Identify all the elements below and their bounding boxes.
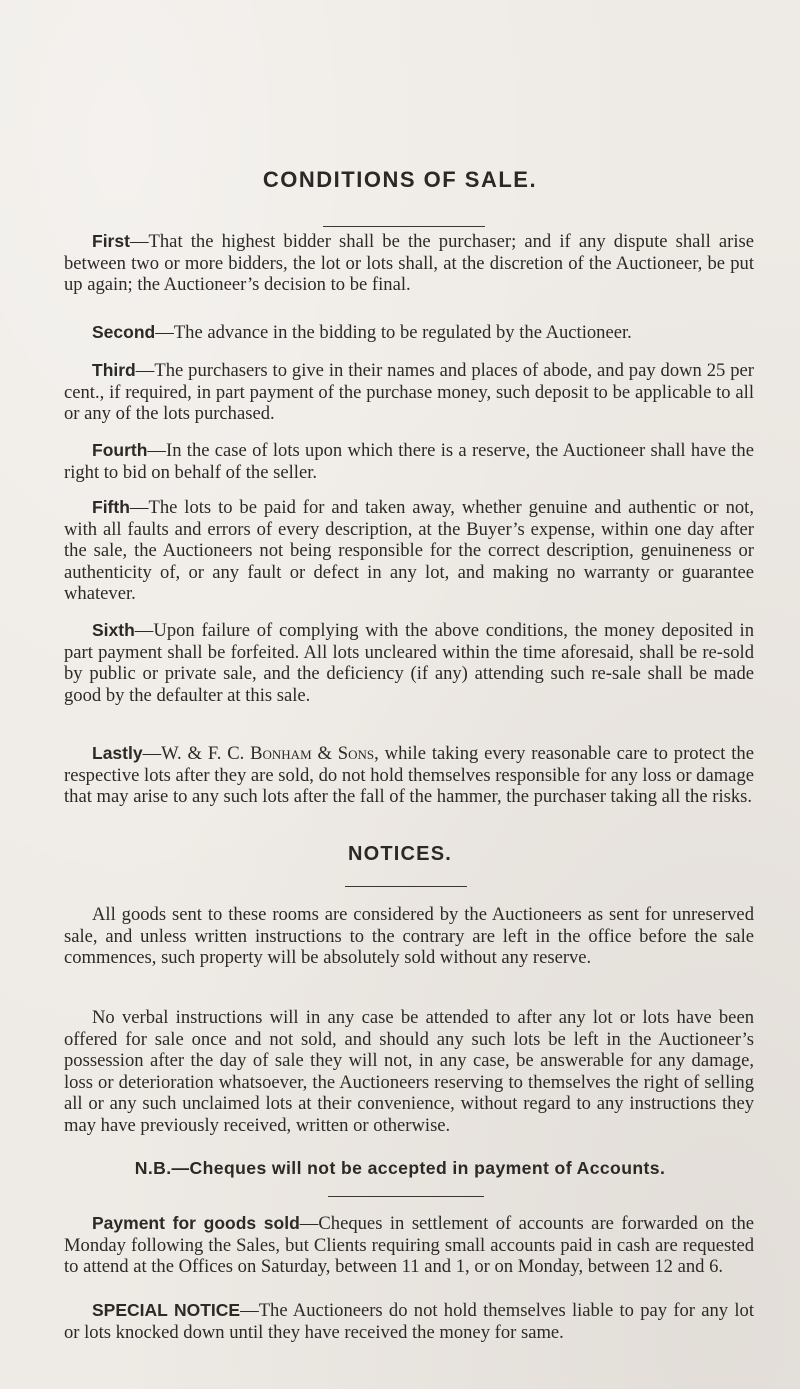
condition-lead: Second bbox=[92, 322, 156, 342]
condition-lastly bbox=[64, 743, 754, 808]
notice-text: All goods sent to these rooms are considered by the Auctioneers as sent for unreserved sale, and unless written instructions to the contrary are left in the office before the sale commences, such property will be absolutely sold without any reserve. bbox=[64, 904, 754, 968]
condition-text: —The lots to be paid for and taken away, whether genuine and authentic or not, with all faults and errors of every description, at the Buyer’s expense, within one day after the sale, the Auctioneers not being responsible for the correct description, genuineness or authenticity of, or any fault or defect in any lot, and making no warranty or guarantee whatever. bbox=[64, 497, 754, 604]
notices-heading: NOTICES. bbox=[347, 843, 453, 865]
condition-lead: Third bbox=[92, 360, 136, 380]
condition-lead: Lastly bbox=[92, 743, 143, 763]
condition-text: —The purchasers to give in their names and places of abode, and pay down 25 per cent., if required, in part payment of the purchase money, such deposit to be applicable to all or any of the lots purchased. bbox=[64, 360, 754, 424]
special-text: —The Auctioneers do not hold themselves liable to pay for any lot or lots knocked down until they have received the money for same. bbox=[64, 1300, 754, 1343]
condition-pre: —W. & F. C. bbox=[142, 743, 251, 764]
notices-rule bbox=[345, 886, 467, 887]
notice-text: No verbal instructions will in any case be attended to after any lot or lots have been offered for sale once and not sold, and should any such lots be left in the Auctioneer’s possession after the day of sale they will not, in any case, be answerable for any damage, loss or deterioration whatsoever, the Auctioneers reserving to themselves the right of selling all or any such unclaimed lots at their convenience, without regard to any instructions they may have previously received, written or otherwise. bbox=[64, 1007, 754, 1136]
condition-lead: Fifth bbox=[92, 497, 130, 517]
payment-lead: Payment for goods sold bbox=[92, 1213, 300, 1233]
condition-lead: First bbox=[92, 231, 130, 251]
notice-verbal bbox=[64, 1007, 754, 1136]
special-notice bbox=[64, 1300, 754, 1343]
payment-notice bbox=[64, 1213, 754, 1278]
condition-text: , while taking every reasonable care to protect the respective lots after they are sold, do not hold themselves responsible for any loss or damage that may arise to any such lots after the fall of the hammer, the purchaser taking all the risks. bbox=[64, 743, 754, 807]
firm-name: Bonham & Sons bbox=[250, 743, 375, 764]
condition-lead: Sixth bbox=[92, 620, 135, 640]
nb-cheques-notice: N.B.—Cheques will not be accepted in payment of Accounts. bbox=[134, 1158, 666, 1178]
notice-unreserved bbox=[64, 904, 754, 969]
page-title: CONDITIONS OF SALE. bbox=[262, 167, 538, 192]
condition-lead: Fourth bbox=[92, 440, 148, 460]
condition-fifth bbox=[64, 497, 754, 605]
condition-text: —The advance in the bidding to be regulated by the Auctioneer. bbox=[155, 322, 632, 343]
condition-sixth bbox=[64, 620, 754, 706]
condition-first bbox=[64, 231, 754, 296]
condition-second bbox=[64, 322, 754, 344]
nb-rule bbox=[328, 1196, 484, 1197]
payment-text: —Cheques in settlement of accounts are forwarded on the Monday following the Sales, but Clients requiring small accounts paid in cash are requested to attend at the Offices on Saturday, between 11 and 1, or on Monday, between 12 and 6. bbox=[64, 1213, 754, 1277]
condition-third bbox=[64, 360, 754, 425]
special-lead: SPECIAL NOTICE bbox=[92, 1300, 241, 1320]
condition-text: —Upon failure of complying with the above conditions, the money deposited in part payment shall be forfeited. All lots uncleared within the time aforesaid, shall be re-sold by public or private sale, and the deficiency (if any) attending such re-sale shall be made good by the defaulter at this sale. bbox=[64, 620, 754, 706]
title-rule bbox=[323, 226, 485, 227]
condition-text: —In the case of lots upon which there is a reserve, the Auctioneer shall have the right to bid on behalf of the seller. bbox=[64, 440, 754, 483]
condition-text: —That the highest bidder shall be the purchaser; and if any dispute shall arise between two or more bidders, the lot or lots shall, at the discretion of the Auctioneer, be put up again; the Auctioneer’s decision to be final. bbox=[64, 231, 754, 295]
condition-fourth bbox=[64, 440, 754, 483]
